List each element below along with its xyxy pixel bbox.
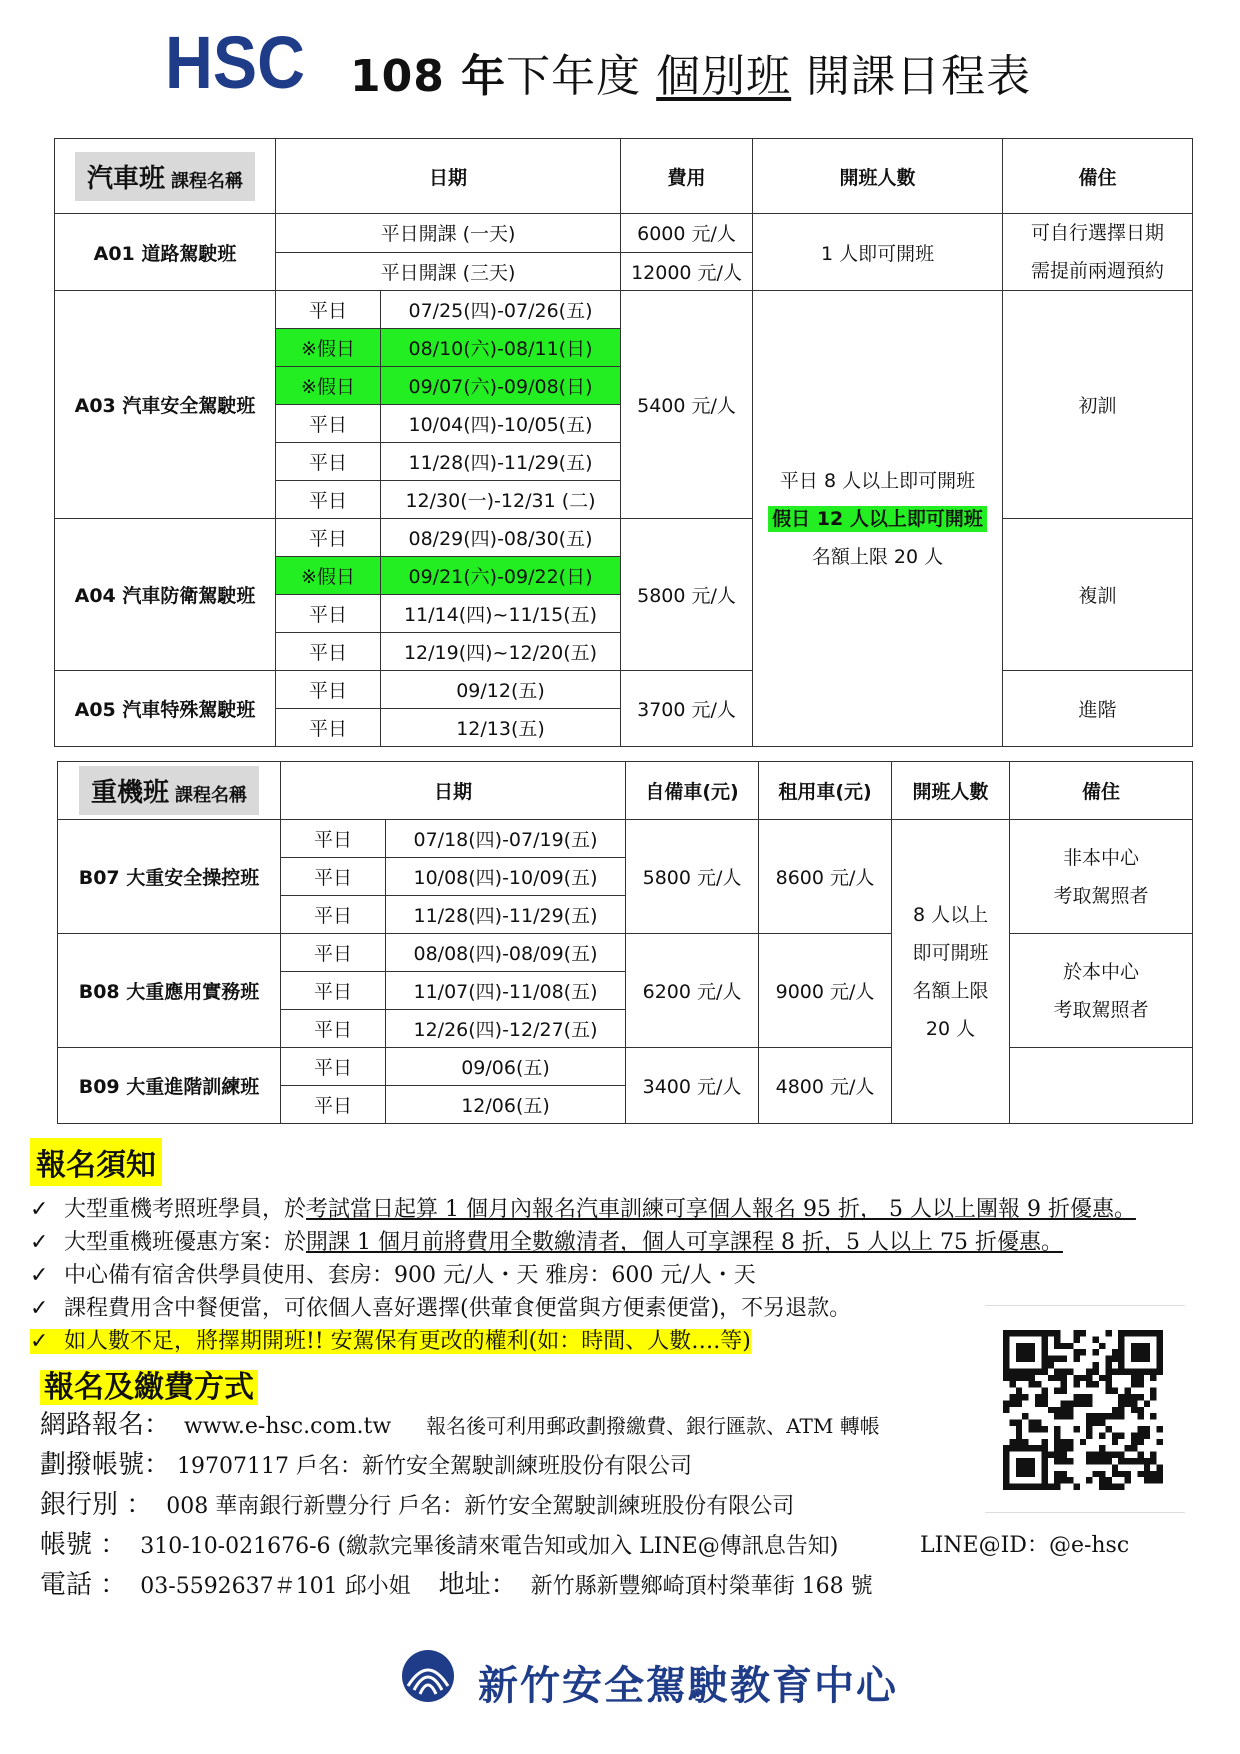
- notice-item-1: ✓ 大型重機考照班學員，於考試當日起算 1 個月內報名汽車訓練可享個人報名 95 折， 5 人以上團報 9 折優惠。: [30, 1197, 1136, 1222]
- course-a01: A01 道路駕駛班: [55, 214, 276, 291]
- a05-day: 平日: [276, 671, 381, 709]
- car-section-header: 汽車班 課程名稱: [55, 139, 276, 214]
- b09-date: 12/06(五): [386, 1086, 626, 1124]
- a03-day: 平日: [276, 443, 381, 481]
- course-a05: A05 汽車特殊駕駛班: [55, 671, 276, 747]
- course-b07: B07 大重安全操控班: [58, 820, 281, 934]
- notice-item-2: ✓ 大型重機班優惠方案：於開課 1 個月前將費用全數繳清者，個人可享課程 8 折，5 人以上 75 折優惠。: [30, 1230, 1063, 1255]
- a03-date: 11/28(四)-11/29(五): [381, 443, 621, 481]
- a03-day: ※假日: [276, 329, 381, 367]
- b07-date: 11/28(四)-11/29(五): [386, 896, 626, 934]
- a04-day: 平日: [276, 519, 381, 557]
- line-id: LINE@ID：@e-hsc: [920, 1533, 1130, 1558]
- a04-date: 11/14(四)~11/15(五): [381, 595, 621, 633]
- b08-rent: 9000 元/人: [759, 934, 892, 1048]
- a05-fee: 3700 元/人: [621, 671, 753, 747]
- col-date: 日期: [276, 139, 621, 214]
- page-title: 108 年下年度 個別班 開課日程表: [350, 51, 1032, 102]
- course-b08: B08 大重應用實務班: [58, 934, 281, 1048]
- divider: [985, 1305, 1185, 1306]
- a03-note: 初訓: [1003, 291, 1193, 519]
- b07-note: 非本中心 考取駕照者: [1010, 820, 1193, 934]
- car-group-count: 平日 8 人以上即可開班 假日 12 人以上即可開班 名額上限 20 人: [753, 291, 1003, 747]
- a04-date: 09/21(六)-09/22(日): [381, 557, 621, 595]
- divider: [985, 1512, 1185, 1513]
- a03-day: 平日: [276, 291, 381, 329]
- hsc-logo: [165, 21, 305, 104]
- b08-day: 平日: [281, 934, 386, 972]
- org-logo-icon: [398, 1646, 458, 1706]
- a01-fee-2: 12000 元/人: [621, 252, 753, 291]
- notice-title: 報名須知: [30, 1138, 162, 1186]
- a03-date: 09/07(六)-09/08(日): [381, 367, 621, 405]
- contact-info: 電話 ： 03-5592637＃101 邱小姐 地址： 新竹縣新豐鄉崎頂村榮華街 168 號: [40, 1570, 873, 1600]
- bank-account: 帳號 ： 310-10-021676-6 (繳款完畢後請來電告知或加入 LINE@傳訊息告知): [40, 1530, 839, 1560]
- a03-date: 10/04(四)-10/05(五): [381, 405, 621, 443]
- b07-date: 10/08(四)-10/09(五): [386, 858, 626, 896]
- a05-day: 平日: [276, 709, 381, 747]
- course-a03: A03 汽車安全駕駛班: [55, 291, 276, 519]
- web-registration: 網路報名： www.e-hsc.com.tw 報名後可利用郵政劃撥繳費、銀行匯款、ATM 轉帳: [40, 1410, 880, 1440]
- a01-count: 1 人即可開班: [753, 214, 1003, 291]
- notice-item-3: ✓ 中心備有宿舍供學員使用、套房：900 元/人・天 雅房：600 元/人・天: [30, 1263, 756, 1288]
- a03-fee: 5400 元/人: [621, 291, 753, 519]
- a03-date: 07/25(四)-07/26(五): [381, 291, 621, 329]
- a04-note: 複訓: [1003, 519, 1193, 671]
- a05-note: 進階: [1003, 671, 1193, 747]
- b09-date: 09/06(五): [386, 1048, 626, 1086]
- col-rent: 租用車(元): [759, 762, 892, 820]
- notice-item-5: ✓ 如人數不足，將擇期開班!! 安駕保有更改的權利(如：時間、人數….等): [30, 1329, 751, 1354]
- bank-info: 銀行別 ： 008 華南銀行新豐分行 戶名：新竹安全駕駛訓練班股份有限公司: [40, 1490, 795, 1520]
- b07-day: 平日: [281, 896, 386, 934]
- a03-date: 12/30(一)-12/31 (二): [381, 481, 621, 519]
- col-count: 開班人數: [892, 762, 1010, 820]
- col-fee: 費用: [621, 139, 753, 214]
- svg-text:HSC: HSC: [165, 21, 305, 104]
- b07-day: 平日: [281, 858, 386, 896]
- course-a04: A04 汽車防衛駕駛班: [55, 519, 276, 671]
- a03-day: ※假日: [276, 367, 381, 405]
- b07-rent: 8600 元/人: [759, 820, 892, 934]
- web-link[interactable]: www.e-hsc.com.tw: [184, 1414, 392, 1439]
- col-date: 日期: [281, 762, 626, 820]
- a05-date: 09/12(五): [381, 671, 621, 709]
- payment-title: 報名及繳費方式: [40, 1362, 258, 1406]
- col-count: 開班人數: [753, 139, 1003, 214]
- col-note: 備住: [1010, 762, 1193, 820]
- a04-date: 12/19(四)~12/20(五): [381, 633, 621, 671]
- b09-day: 平日: [281, 1086, 386, 1124]
- col-note: 備住: [1003, 139, 1193, 214]
- b08-date: 12/26(四)-12/27(五): [386, 1010, 626, 1048]
- b08-own: 6200 元/人: [626, 934, 759, 1048]
- a04-day: 平日: [276, 595, 381, 633]
- b07-own: 5800 元/人: [626, 820, 759, 934]
- car-course-table: [54, 138, 1193, 747]
- b08-day: 平日: [281, 972, 386, 1010]
- b08-date: 08/08(四)-08/09(五): [386, 934, 626, 972]
- a03-day: 平日: [276, 405, 381, 443]
- b07-day: 平日: [281, 820, 386, 858]
- course-b09: B09 大重進階訓練班: [58, 1048, 281, 1124]
- postal-account: 劃撥帳號： 19707117 戶名：新竹安全駕駛訓練班股份有限公司: [40, 1450, 692, 1480]
- b08-date: 11/07(四)-11/08(五): [386, 972, 626, 1010]
- a01-date-2: 平日開課 (三天): [276, 252, 621, 291]
- a05-date: 12/13(五): [381, 709, 621, 747]
- a01-fee-1: 6000 元/人: [621, 214, 753, 253]
- moto-course-table: [57, 761, 1193, 1124]
- a03-date: 08/10(六)-08/11(日): [381, 329, 621, 367]
- b07-date: 07/18(四)-07/19(五): [386, 820, 626, 858]
- qr-code-icon[interactable]: [1003, 1330, 1163, 1490]
- a01-date-1: 平日開課 (一天): [276, 214, 621, 253]
- a01-note: 可自行選擇日期 需提前兩週預約: [1003, 214, 1193, 291]
- b09-rent: 4800 元/人: [759, 1048, 892, 1124]
- a03-day: 平日: [276, 481, 381, 519]
- notice-item-4: ✓ 課程費用含中餐便當，可依個人喜好選擇(供葷食便當與方便素便當)，不另退款。: [30, 1296, 852, 1321]
- a04-fee: 5800 元/人: [621, 519, 753, 671]
- moto-count: 8 人以上 即可開班 名額上限 20 人: [892, 820, 1010, 1124]
- b09-note: [1010, 1048, 1193, 1124]
- footer-org: 新竹安全駕駛教育中心: [398, 1646, 458, 1706]
- col-own: 自備車(元): [626, 762, 759, 820]
- moto-section-header: 重機班 課程名稱: [58, 762, 281, 820]
- a04-date: 08/29(四)-08/30(五): [381, 519, 621, 557]
- b09-own: 3400 元/人: [626, 1048, 759, 1124]
- b09-day: 平日: [281, 1048, 386, 1086]
- b08-day: 平日: [281, 1010, 386, 1048]
- b08-note: 於本中心 考取駕照者: [1010, 934, 1193, 1048]
- a04-day: ※假日: [276, 557, 381, 595]
- a04-day: 平日: [276, 633, 381, 671]
